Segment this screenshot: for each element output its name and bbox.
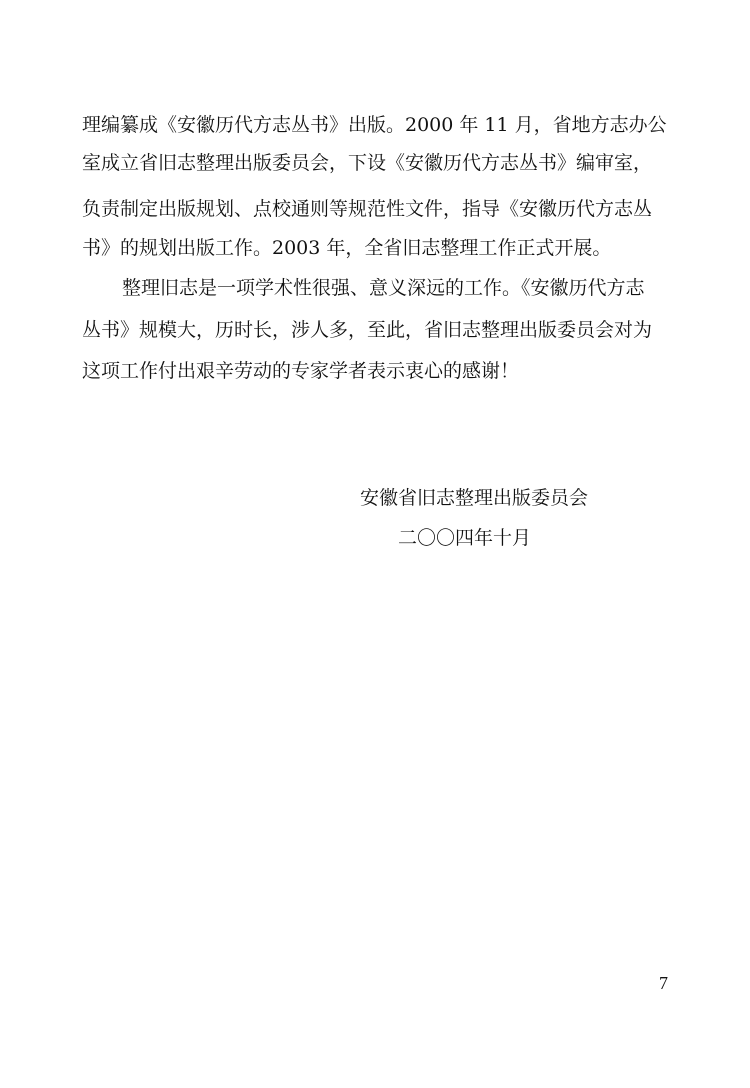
text-line: 室成立省旧志整理出版委员会，下设《安徽历代方志丛书》编审室， [82,152,653,174]
text-line: 书》的规划出版工作。2003 年，全省旧志整理工作正式开展。 [82,237,612,259]
text-line: 丛书》规模大，历时长，涉人多，至此，省旧志整理出版委员会对为 [82,319,653,341]
page-number: 7 [659,973,668,993]
text-line: 理编纂成《安徽历代方志丛书》出版。2000 年 11 月，省地方志办公 [82,114,667,136]
text-line: 整理旧志是一项学术性很强、意义深远的工作。《安徽历代方志 [122,277,645,299]
text-line: 这项工作付出艰辛劳动的专家学者表示衷心的感谢！ [82,360,520,382]
signature-organization: 安徽省旧志整理出版委员会 [360,487,589,509]
signature-date: 二〇〇四年十月 [398,527,532,549]
text-line: 负责制定出版规划、点校通则等规范性文件，指导《安徽历代方志丛 [82,198,653,220]
